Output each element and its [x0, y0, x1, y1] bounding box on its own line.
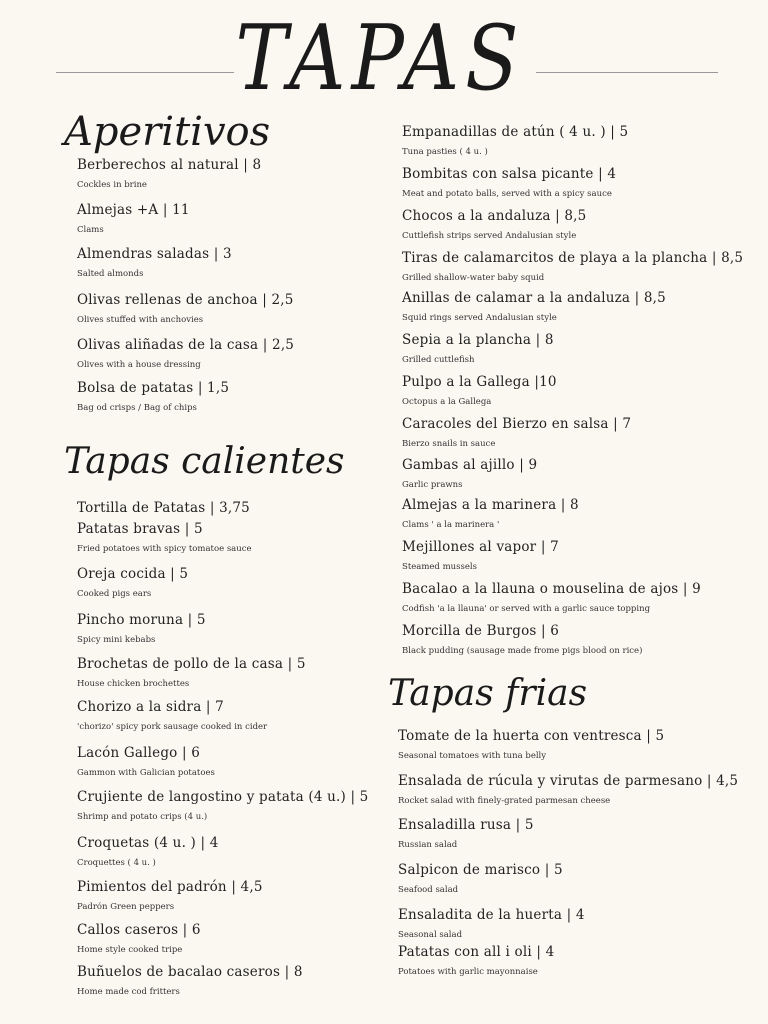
menu-item-name: Bacalao a la llauna o mouselina de ajos | 9	[402, 581, 701, 597]
menu-item	[77, 292, 294, 326]
menu-item-description: Codfish 'a la llauna' or served with a garlic sauce topping	[402, 604, 651, 614]
menu-item-name: Tiras de calamarcitos de playa a la plancha | 8,5	[402, 250, 744, 266]
menu-title: TAPAS	[235, 7, 525, 111]
menu-item	[77, 246, 232, 280]
menu-item-name: Brochetas de pollo de la casa | 5	[77, 656, 306, 672]
menu-item-description: Shrimp and potato crips (4 u.)	[77, 812, 208, 822]
menu-item-name: Almendras saladas | 3	[77, 246, 232, 262]
menu-item-name: Olivas rellenas de anchoa | 2,5	[77, 292, 294, 308]
menu-item-description: Olives with a house dressing	[77, 360, 201, 370]
menu-item-name: Morcilla de Burgos | 6	[402, 623, 560, 639]
menu-item-name: Sepia a la plancha | 8	[402, 332, 554, 348]
menu-item-description: Meat and potato balls, served with a spicy sauce	[402, 189, 612, 199]
menu-item-description: Cockles in brine	[77, 180, 147, 190]
menu-item-description: Garlic prawns	[402, 480, 463, 490]
menu-item-name: Chorizo a la sidra | 7	[77, 699, 224, 715]
menu-item-description: Seafood salad	[398, 885, 459, 895]
menu-item-description: Home style cooked tripe	[77, 945, 183, 955]
menu-item-name: Gambas al ajillo | 9	[402, 457, 538, 473]
menu-item-description: Russian salad	[398, 840, 458, 850]
menu-item-name: Mejillones al vapor | 7	[402, 539, 559, 555]
menu-item	[398, 773, 738, 807]
menu-item-name: Patatas bravas | 5	[77, 521, 203, 537]
section-title-tapas-frias: Tapas frias	[388, 673, 588, 714]
menu-item	[398, 728, 664, 762]
menu-item-name: Almejas +A | 11	[77, 202, 190, 218]
menu-item-name: Buñuelos de bacalao caseros | 8	[77, 964, 303, 980]
menu-item-name: Pulpo a la Gallega |10	[402, 374, 557, 390]
title-rule-right	[536, 72, 718, 73]
menu-item-name: Tortilla de Patatas | 3,75	[77, 500, 250, 516]
menu-item	[402, 457, 537, 491]
menu-item-description: Bag od crisps / Bag of chips	[77, 403, 197, 413]
menu-item-name: Croquetas (4 u. ) | 4	[77, 835, 219, 851]
title-rule-left	[56, 72, 234, 73]
menu-item-name: Pincho moruna | 5	[77, 612, 206, 628]
menu-item-name: Berberechos al natural | 8	[77, 157, 262, 173]
menu-item-name: Crujiente de langostino y patata (4 u.) | 5	[77, 789, 369, 805]
menu-item	[402, 208, 586, 242]
section-title-tapas-calientes: Tapas calientes	[64, 441, 345, 482]
menu-item-description: Padrón Green peppers	[77, 902, 175, 912]
menu-item-name: Pimientos del padrón | 4,5	[77, 879, 263, 895]
menu-item-description: Tuna pasties ( 4 u. )	[402, 147, 488, 157]
menu-item-description: Clams ' a la marinera '	[402, 520, 500, 530]
menu-item-description: Bierzo snails in sauce	[402, 439, 496, 449]
menu-item-description: Olives stuffed with anchovies	[77, 315, 204, 325]
menu-item-description: House chicken brochettes	[77, 679, 190, 689]
menu-item-name: Patatas con all i oli | 4	[398, 944, 555, 960]
menu-item	[402, 623, 642, 657]
menu-item	[402, 374, 557, 408]
menu-item-description: Squid rings served Andalusian style	[402, 313, 557, 323]
menu-item-description: Rocket salad with finely-grated parmesan cheese	[398, 796, 611, 806]
menu-item-description: Clams	[77, 225, 104, 235]
menu-item	[77, 922, 201, 956]
menu-item	[77, 202, 190, 236]
menu-item	[402, 581, 701, 615]
menu-item	[398, 817, 534, 851]
menu-item-name: Oreja cocida | 5	[77, 566, 189, 582]
menu-item-description: Fried potatoes with spicy tomatoe sauce	[77, 544, 252, 554]
menu-item-description: Grilled cuttlefish	[402, 355, 475, 365]
menu-item	[77, 656, 306, 690]
menu-item	[398, 862, 563, 896]
menu-item	[77, 835, 219, 869]
menu-item-description: Steamed mussels	[402, 562, 477, 572]
menu-item-description: Octopus a la Gallega	[402, 397, 492, 407]
menu-item	[402, 290, 666, 324]
menu-item-description: Salted almonds	[77, 269, 144, 279]
menu-item	[402, 250, 743, 284]
menu-item	[77, 789, 368, 823]
menu-item-name: Callos caseros | 6	[77, 922, 201, 938]
menu-item-name: Olivas aliñadas de la casa | 2,5	[77, 337, 295, 353]
menu-item-name: Caracoles del Bierzo en salsa | 7	[402, 416, 632, 432]
menu-item	[77, 879, 263, 913]
menu-item	[77, 157, 261, 191]
menu-item	[77, 521, 252, 555]
section-title-aperitivos: Aperitivos	[64, 109, 271, 155]
menu-item	[402, 497, 579, 531]
menu-item-name: Bombitas con salsa picante | 4	[402, 166, 617, 182]
menu-item-name: Chocos a la andaluza | 8,5	[402, 208, 587, 224]
menu-item	[402, 332, 554, 366]
menu-item	[402, 124, 628, 158]
menu-item-name: Almejas a la marinera | 8	[402, 497, 579, 513]
menu-item-description: Home made cod fritters	[77, 987, 180, 997]
menu-item-description: Cooked pigs ears	[77, 589, 152, 599]
menu-item	[77, 500, 250, 517]
menu-item	[77, 566, 188, 600]
menu-item-name: Salpicon de marisco | 5	[398, 862, 563, 878]
menu-item-name: Ensaladilla rusa | 5	[398, 817, 534, 833]
menu-item-description: Croquettes ( 4 u. )	[77, 858, 156, 868]
menu-item-name: Empanadillas de atún ( 4 u. ) | 5	[402, 124, 629, 140]
menu-item-name: Anillas de calamar a la andaluza | 8,5	[402, 290, 666, 306]
menu-item-name: Tomate de la huerta con ventresca | 5	[398, 728, 665, 744]
menu-item	[77, 380, 229, 414]
menu-item	[402, 539, 559, 573]
menu-item	[77, 699, 267, 733]
menu-item	[77, 612, 206, 646]
menu-item	[402, 416, 631, 450]
menu-item-name: Bolsa de patatas | 1,5	[77, 380, 230, 396]
menu-item-description: Seasonal tomatoes with tuna belly	[398, 751, 547, 761]
menu-item-name: Lacón Gallego | 6	[77, 745, 201, 761]
menu-item-description: Grilled shallow-water baby squid	[402, 273, 545, 283]
menu-item-description: Spicy mini kebabs	[77, 635, 156, 645]
menu-item-name: Ensaladita de la huerta | 4	[398, 907, 585, 923]
menu-item	[77, 964, 303, 998]
menu-item-description: Black pudding (sausage made frome pigs blood on rice)	[402, 646, 643, 656]
menu-item	[398, 907, 585, 941]
menu-item	[402, 166, 616, 200]
menu-item-description: Potatoes with garlic mayonnaise	[398, 967, 538, 977]
menu-item-name: Ensalada de rúcula y virutas de parmesano | 4,5	[398, 773, 739, 789]
menu-item-description: 'chorizo' spicy pork sausage cooked in cider	[77, 722, 268, 732]
menu-item-description: Seasonal salad	[398, 930, 463, 940]
menu-item	[77, 337, 294, 371]
menu-item-description: Cuttlefish strips served Andalusian style	[402, 231, 577, 241]
menu-item	[77, 745, 215, 779]
menu-item	[398, 944, 554, 978]
menu-item-description: Gammon with Galician potatoes	[77, 768, 215, 778]
